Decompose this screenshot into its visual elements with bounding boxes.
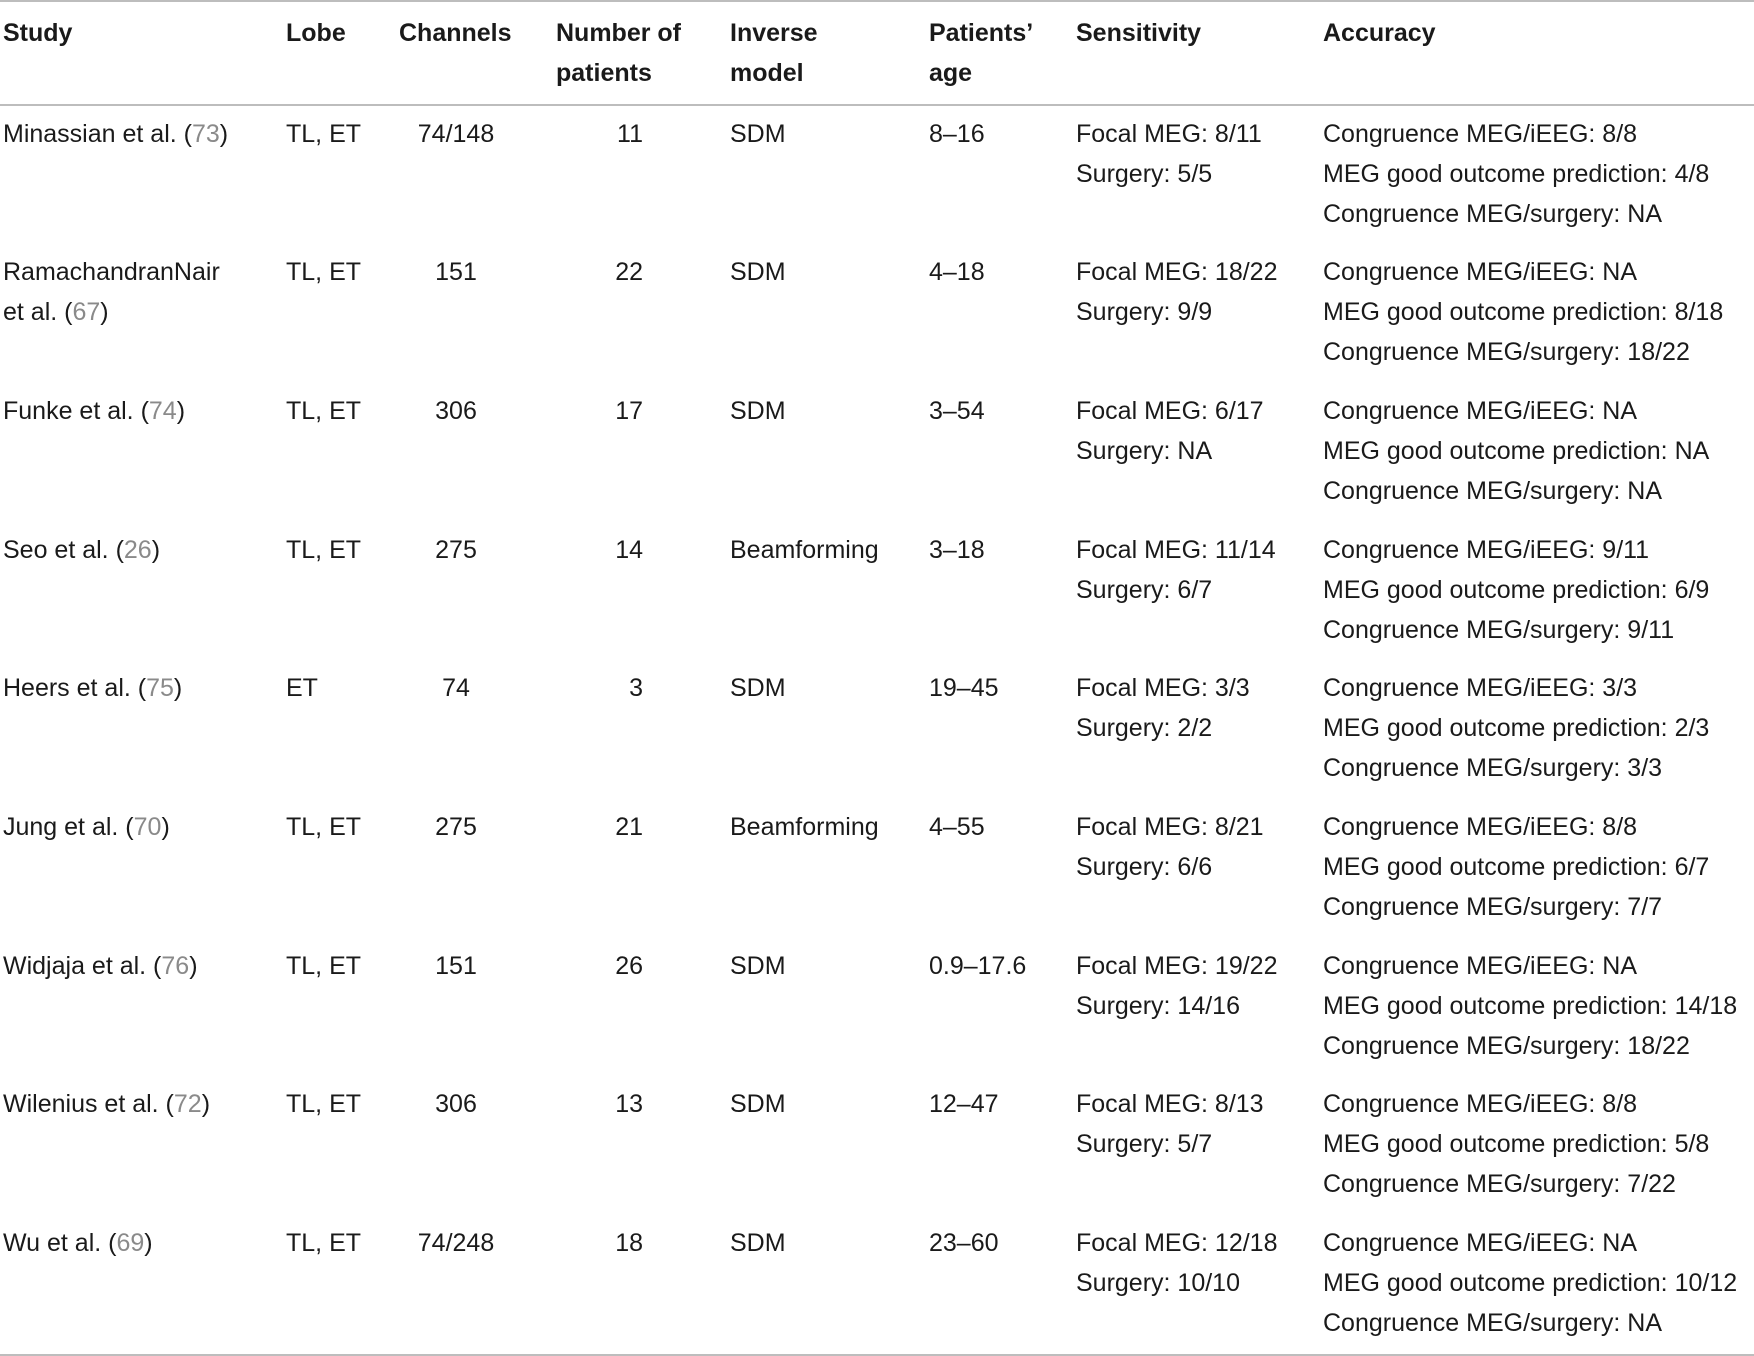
cell-study <box>3 252 220 332</box>
header-inverse-model <box>730 13 818 93</box>
cell-sensitivity <box>1076 668 1250 748</box>
cell-inverse-model: Beamforming <box>730 536 879 564</box>
cell-number-of-patients: 13 <box>615 1090 643 1118</box>
accuracy-line: Congruence MEG/iEEG: 8/8 <box>1323 120 1638 148</box>
table-top-rule <box>0 0 1754 2</box>
accuracy-line: Congruence MEG/iEEG: 9/11 <box>1323 536 1650 564</box>
sensitivity-line: Focal MEG: 18/22 <box>1076 258 1278 286</box>
study-name-text: Wilenius et al. ( <box>3 1090 174 1118</box>
accuracy-line: Congruence MEG/iEEG: NA <box>1323 258 1638 286</box>
accuracy-line: Congruence MEG/iEEG: 8/8 <box>1323 813 1638 841</box>
header-lobe: Lobe <box>286 19 346 47</box>
sensitivity-line: Focal MEG: 3/3 <box>1076 674 1250 702</box>
cell-channels: 306 <box>435 1090 477 1118</box>
cell-accuracy <box>1323 1223 1737 1343</box>
reference-number[interactable]: 67 <box>72 298 101 326</box>
cell-accuracy <box>1323 1084 1709 1204</box>
sensitivity-line: Focal MEG: 19/22 <box>1076 952 1278 980</box>
header-channels: Channels <box>399 19 512 47</box>
cell-study <box>3 114 228 154</box>
cell-number-of-patients: 21 <box>615 813 643 841</box>
cell-study <box>3 391 185 431</box>
cell-sensitivity <box>1076 391 1264 471</box>
reference-number[interactable]: 26 <box>123 536 152 564</box>
cell-study <box>3 807 170 847</box>
study-name-text: Wu et al. ( <box>3 1229 117 1257</box>
cell-number-of-patients: 3 <box>629 674 643 702</box>
cell-lobe: ET <box>286 674 318 702</box>
cell-sensitivity <box>1076 1223 1277 1303</box>
reference-number[interactable]: 74 <box>148 397 177 425</box>
sensitivity-line: Surgery: 9/9 <box>1076 298 1213 326</box>
accuracy-line: MEG good outcome prediction: 10/12 <box>1323 1269 1738 1297</box>
accuracy-line: Congruence MEG/iEEG: 8/8 <box>1323 1090 1638 1118</box>
table-header-rule <box>0 104 1754 106</box>
study-name-close: ) <box>176 397 186 425</box>
cell-sensitivity <box>1076 252 1277 332</box>
cell-study <box>3 530 160 570</box>
accuracy-line: Congruence MEG/surgery: NA <box>1323 1309 1663 1337</box>
sensitivity-line: Focal MEG: 12/18 <box>1076 1229 1278 1257</box>
header-study: Study <box>3 19 73 47</box>
cell-patients-age: 3–18 <box>929 536 985 564</box>
sensitivity-line: Surgery: 14/16 <box>1076 992 1240 1020</box>
accuracy-line: Congruence MEG/surgery: 7/22 <box>1323 1170 1676 1198</box>
reference-number[interactable]: 72 <box>173 1090 202 1118</box>
cell-inverse-model: SDM <box>730 1229 786 1257</box>
accuracy-line: Congruence MEG/iEEG: NA <box>1323 1229 1638 1257</box>
cell-sensitivity <box>1076 807 1264 887</box>
study-name-text: Jung et al. ( <box>3 813 134 841</box>
cell-patients-age: 0.9–17.6 <box>929 952 1027 980</box>
cell-patients-age: 3–54 <box>929 397 985 425</box>
cell-number-of-patients: 11 <box>617 120 643 148</box>
accuracy-line: MEG good outcome prediction: 14/18 <box>1323 992 1738 1020</box>
accuracy-line: Congruence MEG/iEEG: 3/3 <box>1323 674 1638 702</box>
sensitivity-line: Surgery: 2/2 <box>1076 714 1213 742</box>
cell-number-of-patients: 18 <box>615 1229 643 1257</box>
sensitivity-line: Focal MEG: 11/14 <box>1076 536 1276 564</box>
sensitivity-line: Surgery: 6/7 <box>1076 576 1213 604</box>
header-sensitivity: Sensitivity <box>1076 19 1202 47</box>
study-name-text: et al. ( <box>3 298 73 326</box>
accuracy-line: MEG good outcome prediction: 5/8 <box>1323 1130 1710 1158</box>
cell-sensitivity <box>1076 114 1262 194</box>
cell-lobe: TL, ET <box>286 1229 362 1257</box>
study-name-close: ) <box>189 952 198 980</box>
accuracy-line: MEG good outcome prediction: 4/8 <box>1323 160 1710 188</box>
cell-inverse-model: SDM <box>730 674 786 702</box>
cell-channels: 74/248 <box>417 1229 495 1257</box>
sensitivity-line: Surgery: 6/6 <box>1076 853 1213 881</box>
study-name-close: ) <box>100 298 109 326</box>
cell-accuracy <box>1323 807 1709 927</box>
sensitivity-line: Surgery: 5/7 <box>1076 1130 1213 1158</box>
sensitivity-line: Focal MEG: 8/11 <box>1076 120 1262 148</box>
accuracy-line: MEG good outcome prediction: 2/3 <box>1323 714 1710 742</box>
sensitivity-line: Focal MEG: 6/17 <box>1076 397 1264 425</box>
cell-inverse-model: SDM <box>730 952 786 980</box>
study-name-line2 <box>3 292 220 332</box>
cell-sensitivity <box>1076 530 1276 610</box>
accuracy-line: Congruence MEG/surgery: 18/22 <box>1323 1032 1690 1060</box>
cell-lobe: TL, ET <box>286 952 362 980</box>
cell-accuracy <box>1323 530 1709 650</box>
study-name-line1: RamachandranNair <box>3 258 220 286</box>
study-name-close: ) <box>144 1229 153 1257</box>
reference-number[interactable]: 75 <box>146 674 174 702</box>
accuracy-line: Congruence MEG/surgery: NA <box>1323 477 1663 505</box>
reference-number[interactable]: 76 <box>161 952 190 980</box>
cell-sensitivity <box>1076 946 1277 1026</box>
cell-study <box>3 946 198 986</box>
cell-number-of-patients: 26 <box>615 952 643 980</box>
cell-accuracy <box>1323 668 1709 788</box>
sensitivity-line: Focal MEG: 8/13 <box>1076 1090 1264 1118</box>
sensitivity-line: Surgery: NA <box>1076 437 1213 465</box>
header-inverse-model-line2: model <box>730 59 804 87</box>
cell-inverse-model: SDM <box>730 397 786 425</box>
study-name-text: Widjaja et al. ( <box>3 952 162 980</box>
study-name-close: ) <box>151 536 161 564</box>
cell-study <box>3 1223 153 1263</box>
accuracy-line: MEG good outcome prediction: 8/18 <box>1323 298 1724 326</box>
header-number-of-patients <box>556 13 681 93</box>
header-patients-age-line1: Patients’ <box>929 19 1034 47</box>
study-name-close: ) <box>173 674 183 702</box>
cell-accuracy <box>1323 252 1723 372</box>
cell-patients-age: 12–47 <box>929 1090 999 1118</box>
accuracy-line: Congruence MEG/surgery: 7/7 <box>1323 893 1663 921</box>
cell-lobe: TL, ET <box>286 120 362 148</box>
cell-number-of-patients: 22 <box>615 258 643 286</box>
header-inverse-model-line1: Inverse <box>730 19 818 47</box>
accuracy-line: Congruence MEG/surgery: 3/3 <box>1323 754 1663 782</box>
accuracy-line: MEG good outcome prediction: 6/7 <box>1323 853 1710 881</box>
cell-patients-age: 19–45 <box>929 674 999 702</box>
cell-accuracy <box>1323 946 1737 1066</box>
sensitivity-line: Focal MEG: 8/21 <box>1076 813 1264 841</box>
cell-channels: 275 <box>435 813 477 841</box>
accuracy-line: Congruence MEG/iEEG: NA <box>1323 952 1638 980</box>
cell-channels: 306 <box>435 397 477 425</box>
sensitivity-line: Surgery: 5/5 <box>1076 160 1213 188</box>
accuracy-line: Congruence MEG/surgery: NA <box>1323 200 1663 228</box>
study-name-close: ) <box>219 120 229 148</box>
cell-lobe: TL, ET <box>286 397 362 425</box>
accuracy-line: Congruence MEG/iEEG: NA <box>1323 397 1638 425</box>
accuracy-line: Congruence MEG/surgery: 18/22 <box>1323 338 1690 366</box>
cell-lobe: TL, ET <box>286 1090 362 1118</box>
sensitivity-line: Surgery: 10/10 <box>1076 1269 1240 1297</box>
reference-number[interactable]: 69 <box>116 1229 145 1257</box>
cell-sensitivity <box>1076 1084 1264 1164</box>
cell-patients-age: 23–60 <box>929 1229 999 1257</box>
study-name-close: ) <box>161 813 170 841</box>
header-number-of-patients-line2: patients <box>556 59 652 87</box>
cell-inverse-model: Beamforming <box>730 813 879 841</box>
cell-study <box>3 1084 210 1124</box>
cell-channels: 151 <box>435 952 477 980</box>
cell-inverse-model: SDM <box>730 1090 786 1118</box>
cell-lobe: TL, ET <box>286 813 362 841</box>
cell-lobe: TL, ET <box>286 258 362 286</box>
accuracy-line: MEG good outcome prediction: NA <box>1323 437 1710 465</box>
cell-number-of-patients: 14 <box>615 536 643 564</box>
cell-inverse-model: SDM <box>730 258 786 286</box>
accuracy-line: Congruence MEG/surgery: 9/11 <box>1323 616 1675 644</box>
cell-accuracy <box>1323 114 1709 234</box>
study-name-text: Seo et al. ( <box>3 536 124 564</box>
cell-channels: 74 <box>442 674 470 702</box>
cell-inverse-model: SDM <box>730 120 786 148</box>
header-patients-age-line2: age <box>929 59 973 87</box>
reference-number[interactable]: 70 <box>133 813 162 841</box>
header-accuracy: Accuracy <box>1323 19 1436 47</box>
header-number-of-patients-line1: Number of <box>556 19 681 47</box>
cell-channels: 151 <box>435 258 477 286</box>
cell-accuracy <box>1323 391 1709 511</box>
cell-channels: 74/148 <box>417 120 495 148</box>
cell-patients-age: 8–16 <box>929 120 985 148</box>
study-name-text: Minassian et al. ( <box>3 120 192 148</box>
cell-number-of-patients: 17 <box>615 397 643 425</box>
cell-channels: 275 <box>435 536 477 564</box>
study-name-text: Funke et al. ( <box>3 397 149 425</box>
reference-number[interactable]: 73 <box>191 120 220 148</box>
cell-patients-age: 4–55 <box>929 813 985 841</box>
study-name-close: ) <box>201 1090 211 1118</box>
header-patients-age <box>929 13 1033 93</box>
cell-lobe: TL, ET <box>286 536 362 564</box>
accuracy-line: MEG good outcome prediction: 6/9 <box>1323 576 1710 604</box>
study-name-text: Heers et al. ( <box>3 674 147 702</box>
cell-patients-age: 4–18 <box>929 258 985 286</box>
cell-study <box>3 668 182 708</box>
